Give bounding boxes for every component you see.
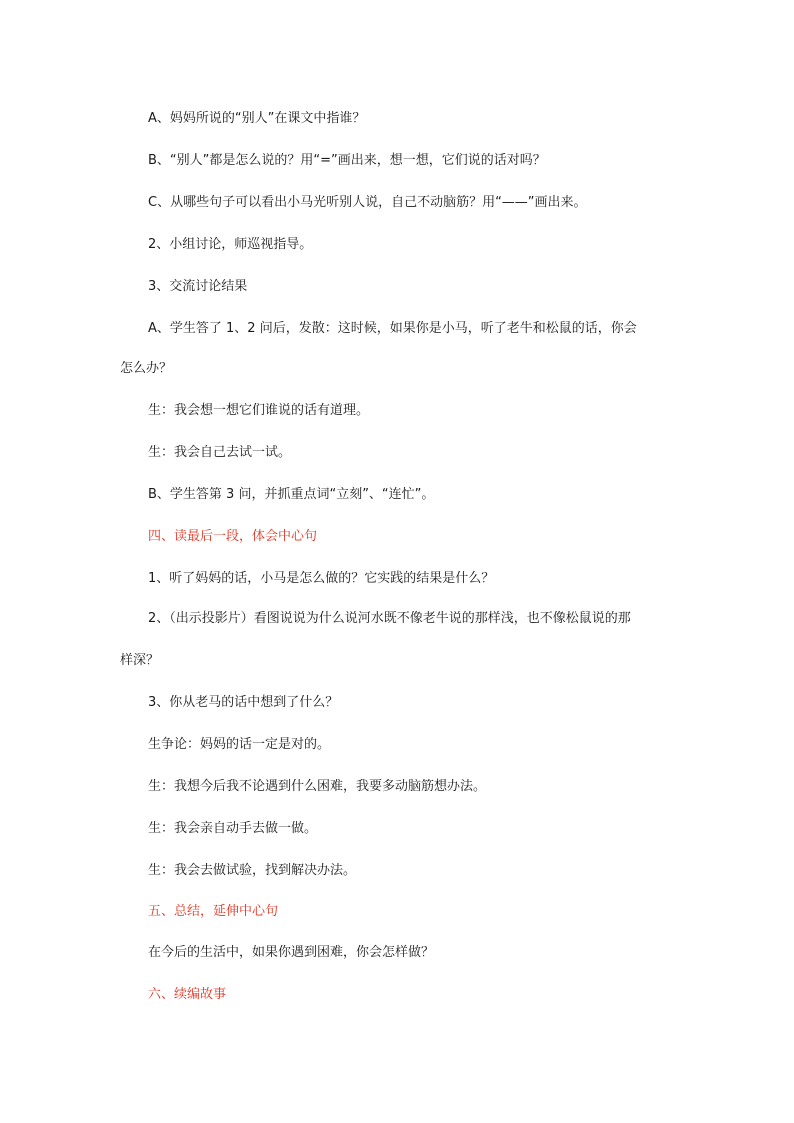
- question-1-line: 1、听了妈妈的话，小马是怎么做的？它实践的结果是什么？: [148, 571, 495, 586]
- step-2-line: 2、小组讨论，师巡视指导。: [148, 237, 313, 252]
- student-reply-line: 生：我会自己去试一试。: [148, 445, 292, 460]
- answer-a-continuation: 怎么办？: [120, 361, 173, 376]
- student-reply-line: 生：我会去做试验，找到解决办法。: [148, 863, 357, 878]
- answer-a-line: A、学生答了 1、2 问后，发散：这时候，如果你是小马，听了老牛和松鼠的话，你会: [148, 321, 637, 336]
- student-reply-line: 生争论：妈妈的话一定是对的。: [148, 737, 331, 752]
- question-2-line: 2、（出示投影片）看图说说为什么说河水既不像老牛说的那样浅，也不像松鼠说的那: [148, 611, 631, 626]
- section-heading-6: 六、续编故事: [148, 987, 227, 1002]
- question-3-line: 3、你从老马的话中想到了什么？: [148, 695, 339, 710]
- section-heading-4: 四、读最后一段，体会中心句: [148, 529, 318, 544]
- step-3-line: 3、交流讨论结果: [148, 279, 248, 294]
- student-reply-line: 生：我会亲自动手去做一做。: [148, 821, 318, 836]
- section-heading-5: 五、总结，延伸中心句: [148, 904, 279, 919]
- question-2-continuation: 样深？: [120, 653, 160, 668]
- closing-question-line: 在今后的生活中，如果你遇到困难，你会怎样做？: [148, 945, 435, 960]
- answer-b-line: B、学生答第 3 问，并抓重点词“立刻”、“连忙”。: [148, 487, 435, 502]
- question-a-line: A、妈妈所说的“别人”在课文中指谁？: [148, 111, 366, 126]
- question-c-line: C、从哪些句子可以看出小马光听别人说，自己不动脑筋？用“——”画出来。: [148, 195, 587, 210]
- question-b-line: B、“别人”都是怎么说的？用“=”画出来，想一想，它们说的话对吗？: [148, 153, 546, 168]
- student-reply-line: 生：我想今后我不论遇到什么困难，我要多动脑筋想办法。: [148, 779, 487, 794]
- student-reply-line: 生：我会想一想它们谁说的话有道理。: [148, 403, 370, 418]
